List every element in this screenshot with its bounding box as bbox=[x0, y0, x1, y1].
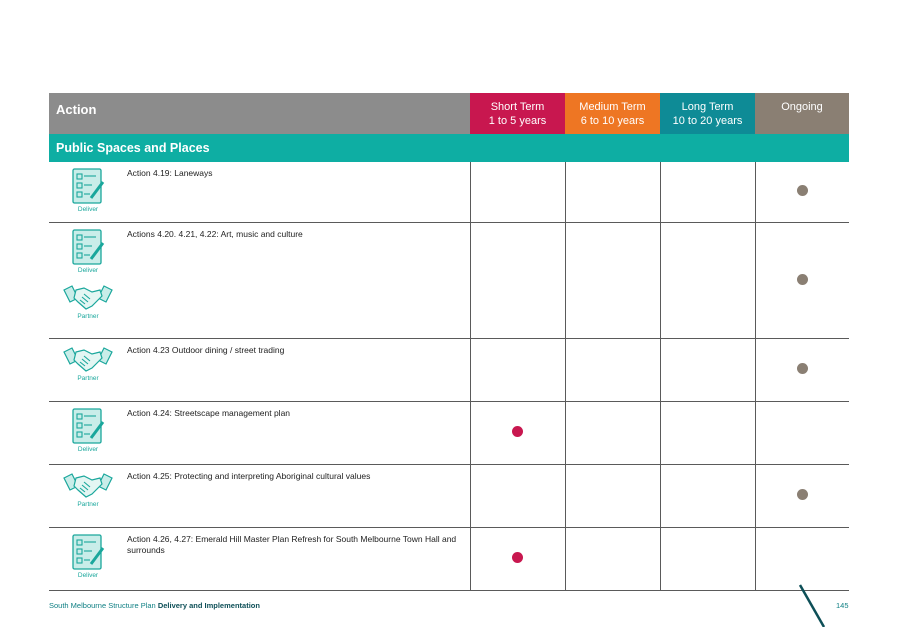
header-medium-term-range: 6 to 10 years bbox=[580, 115, 645, 127]
footer-prefix: South Melbourne Structure Plan bbox=[49, 601, 156, 610]
partner-icon-label: Partner bbox=[77, 501, 99, 508]
header-long-term-range: 10 to 20 years bbox=[672, 115, 743, 127]
section-title: Public Spaces and Places bbox=[49, 134, 849, 162]
header-ongoing: Ongoing bbox=[755, 93, 849, 134]
action-text: Action 4.26, 4.27: Emerald Hill Master Plan Refresh for South Melbourne Town Hall and surrounds bbox=[127, 534, 457, 555]
header-short-term-range: 1 to 5 years bbox=[488, 115, 547, 127]
partner-icon-label: Partner bbox=[77, 313, 99, 320]
header-action: Action bbox=[49, 93, 470, 134]
action-text: Action 4.19: Laneways bbox=[127, 168, 213, 178]
action-text: Action 4.25: Protecting and interpreting Aboriginal cultural values bbox=[127, 471, 371, 481]
footer-bold: Delivery and Implementation bbox=[157, 601, 260, 610]
header-short-term-title: Short Term bbox=[490, 101, 545, 113]
action-text: Action 4.24: Streetscape management plan bbox=[127, 408, 291, 418]
deliver-icon-label: Deliver bbox=[77, 446, 99, 453]
action-text: Actions 4.20. 4.21, 4.22: Art, music and culture bbox=[127, 229, 303, 239]
header-long-term-title: Long Term bbox=[681, 101, 734, 113]
page-number: 145 bbox=[836, 601, 849, 610]
deliver-icon-label: Deliver bbox=[77, 572, 99, 579]
deliver-icon-label: Deliver bbox=[77, 267, 99, 274]
deliver-icon-label: Deliver bbox=[77, 206, 99, 213]
action-text: Action 4.23 Outdoor dining / street trading bbox=[127, 345, 285, 355]
partner-icon-label: Partner bbox=[77, 375, 99, 382]
header-medium-term-title: Medium Term bbox=[579, 101, 646, 113]
